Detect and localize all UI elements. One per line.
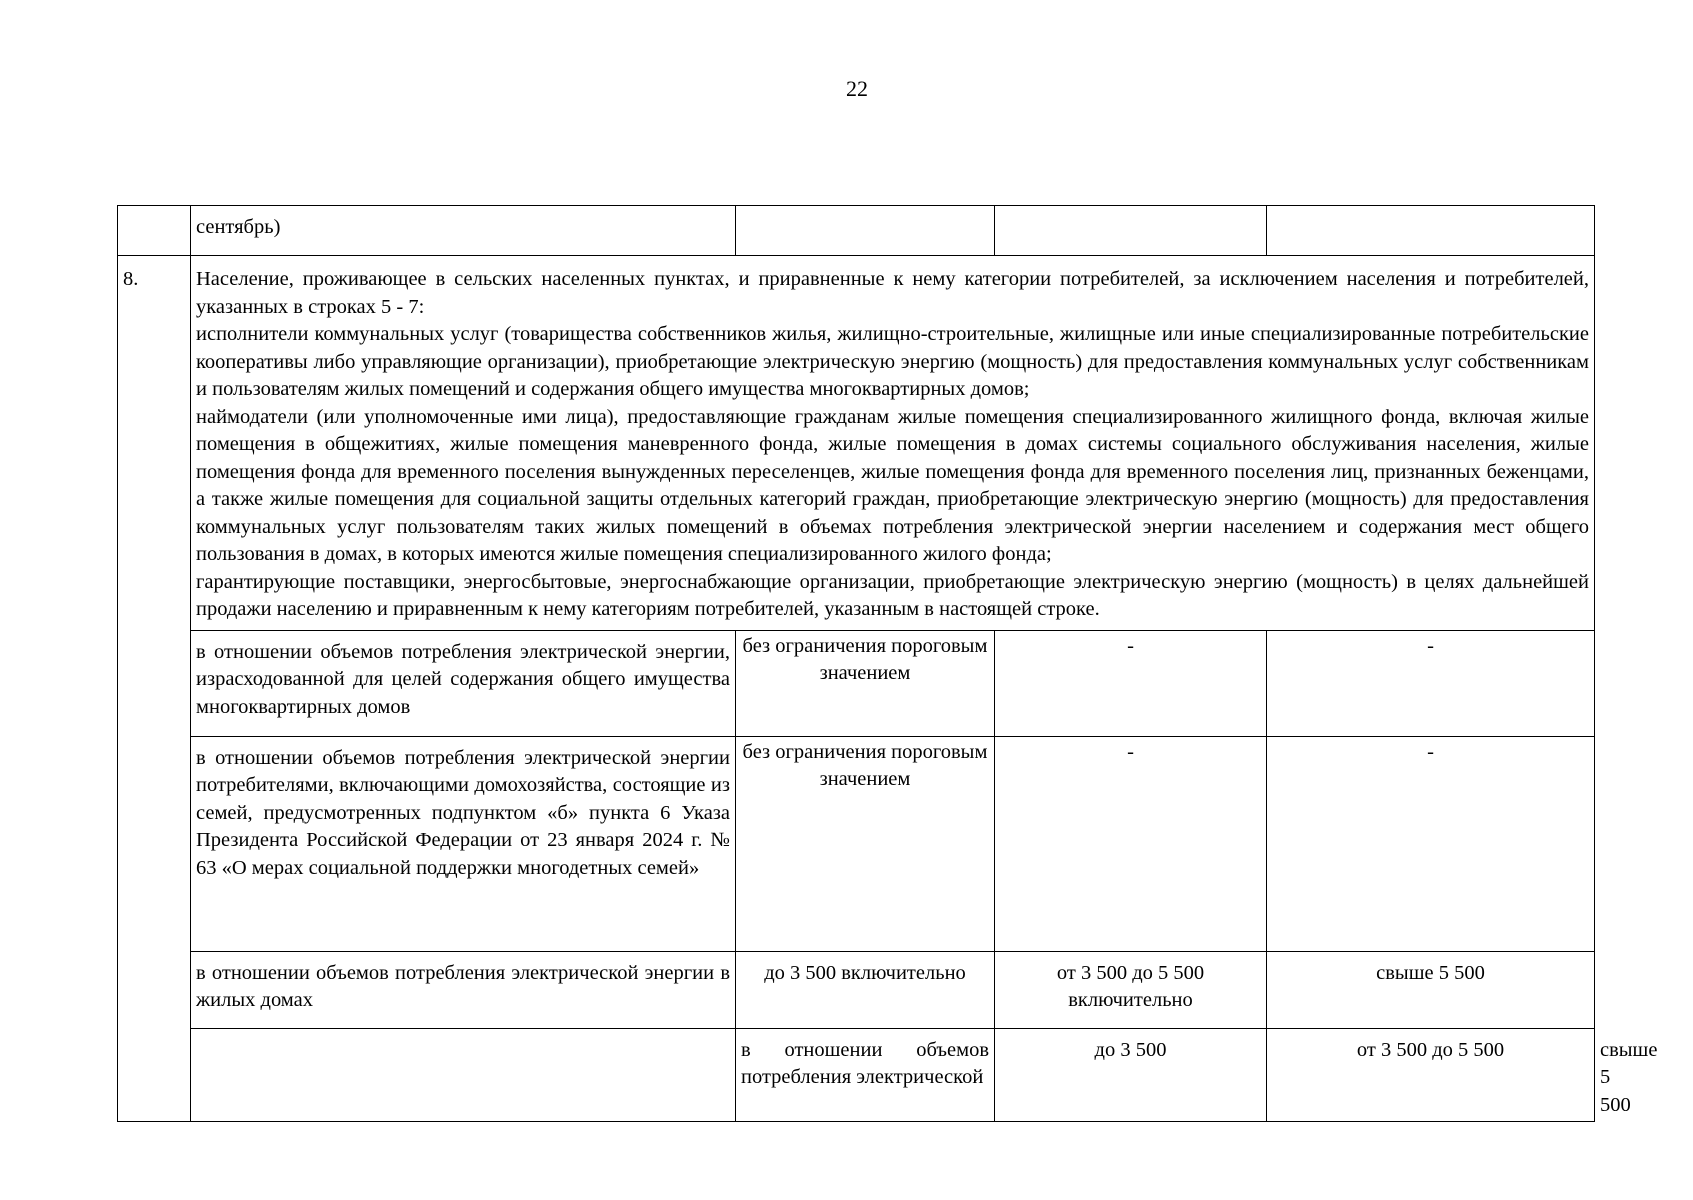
paragraph-utility-providers: исполнители коммунальных услуг (товарищества собственников жилья, жилищно-строительные, жилищные или иные специализированные потребительские кооперативы либо управляющие организации), приобретающие электрическую энергию (мощность) для предоставления коммунальных услуг собственникам и пользователям жилых помещений и содержания общего имущества многоквартирных домов; <box>196 323 1589 400</box>
threshold-cell: - <box>1267 630 1595 736</box>
sub-row-description: в отношении объемов потребления электрической энергии в жилых домах <box>191 951 736 1028</box>
row-number: 8. <box>118 256 191 1122</box>
threshold-cell: без ограничения пороговым значением <box>736 736 995 951</box>
threshold-cell: от 3 500 до 5 500 включительно <box>995 951 1267 1028</box>
threshold-cell: - <box>1267 736 1595 951</box>
paragraph-suppliers: гарантирующие поставщики, энергосбытовые, энергоснабжающие организации, приобретающие электрическую энергию (мощность) в целях дальнейшей продажи населению и приравненным к нему категориям потребителей, указанным в настоящей строке. <box>196 570 1589 620</box>
table-row <box>118 736 1595 951</box>
threshold-cell: от 3 500 до 5 500 <box>1267 1028 1595 1122</box>
table-row-continuation <box>118 206 1595 256</box>
empty-cell <box>736 206 995 256</box>
table-row-8 <box>118 256 1595 631</box>
sub-row-description: в отношении объемов потребления электрической <box>736 1028 995 1122</box>
threshold-cell: до 3 500 <box>995 1028 1267 1122</box>
empty-cell <box>995 206 1267 256</box>
row-number-cell <box>118 206 191 256</box>
paragraph-landlords: наймодатели (или уполномоченные ими лица), предоставляющие гражданам жилые помещения специализированного жилищного фонда, включая жилые помещения в общежитиях, жилые помещения маневренного фонда, жилые помещения в домах системы социального обслуживания населения, жилые помещения фонда для временного поселения вынужденных переселенцев, жилые помещения фонда для временного поселения лиц, признанных беженцами, а также жилые помещения для социальной защиты отдельных категорий граждан, приобретающие электрическую энергию (мощность) для предоставления коммунальных услуг пользователям таких жилых помещений в объемах потребления электрической энергии населением и содержания мест общего пользования в домах, в которых имеются жилые помещения специализированного жилого фонда; <box>196 405 1589 565</box>
row-number-cell <box>191 1028 736 1122</box>
threshold-cell: - <box>995 736 1267 951</box>
threshold-cell: без ограничения пороговым значением <box>736 630 995 736</box>
table-row <box>118 630 1595 736</box>
threshold-cell: свыше 5 500 <box>1267 951 1595 1028</box>
threshold-cell: - <box>995 630 1267 736</box>
continuation-label: сентябрь) <box>191 206 736 256</box>
sub-row-description: в отношении объемов потребления электрической энергии, израсходованной для целей содержания общего имущества многоквартирных домов <box>191 630 736 736</box>
table-row <box>118 951 1595 1028</box>
sub-row-description: в отношении объемов потребления электрической энергии потребителями, включающими домохозяйства, состоящие из семей, предусмотренных подпунктом «б» пункта 6 Указа Президента Российской Федерации от 23 января 2024 г. № 63 «О мерах социальной поддержки многодетных семей» <box>191 736 736 951</box>
table-row: в отношении объемов потребления электрической до 3 500 от 3 500 до 5 500 свыше 5 500 <box>118 1028 1595 1122</box>
row-8-description <box>191 256 1595 631</box>
tariff-table <box>117 205 1658 1122</box>
page-number: 22 <box>846 76 868 101</box>
empty-cell <box>1267 206 1595 256</box>
threshold-cell: до 3 500 включительно <box>736 951 995 1028</box>
paragraph-population: Население, проживающее в сельских населенных пунктах, и приравненные к нему категории потребителей, за исключением населения и потребителей, указанных в строках 5 - 7: <box>196 268 1589 318</box>
